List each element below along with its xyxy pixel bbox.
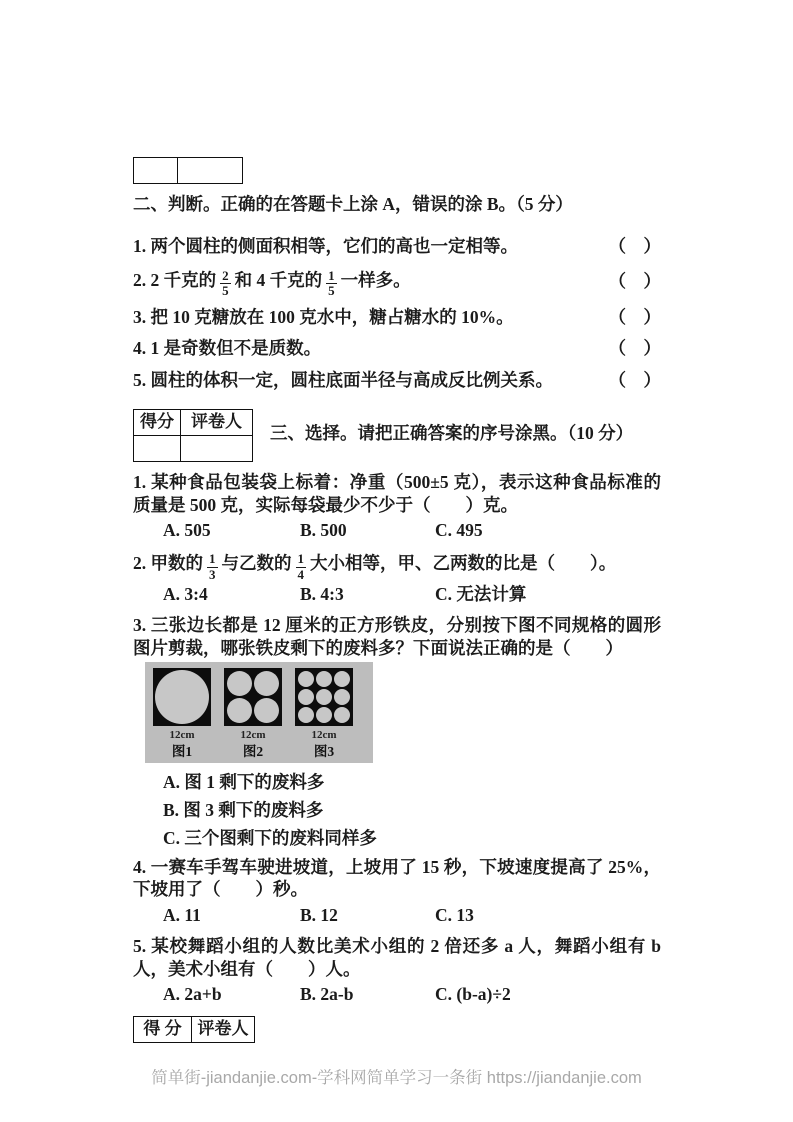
question-middle: 与乙数的 [221, 553, 292, 574]
bottom-score-box [133, 1016, 255, 1043]
choice-question-5 [133, 935, 661, 1006]
judgment-question-2 [133, 267, 661, 297]
option-a: A. 2a+b [163, 984, 222, 1005]
fraction-denominator: 3 [209, 566, 216, 582]
score-label: 得分 [134, 409, 181, 435]
option-c: C. 13 [435, 905, 474, 926]
cut-circle [334, 671, 350, 687]
score-label: 得 分 [134, 1017, 192, 1043]
option-a: A. 3:4 [163, 584, 208, 605]
judgment-question-5 [133, 369, 661, 392]
site-watermark: 简单街-jiandanjie.com-学科网简单学习一条街 https://jiandanjie.com [151, 1069, 642, 1087]
fraction-denominator: 4 [297, 566, 304, 582]
question-text: 3. 三张边长都是 12 厘米的正方形铁皮，分别按下图不同规格的圆形图片剪裁，哪张铁皮剩下的废料多？下面说法正确的是（ ） [133, 614, 661, 658]
cut-circle [316, 707, 332, 723]
judgment-question-4 [133, 337, 661, 360]
fraction [220, 269, 231, 299]
answer-bracket: （ ） [608, 306, 661, 327]
figure-1 [153, 668, 211, 760]
question-text: 1. 两个圆柱的侧面积相等，它们的高也一定相等。 [133, 235, 518, 256]
cut-circle [298, 671, 314, 687]
question-text [133, 550, 661, 580]
cutting-figure [145, 662, 373, 763]
judgment-question-1 [133, 235, 661, 258]
answer-bracket: （ ） [608, 338, 661, 359]
section3-header [133, 409, 661, 462]
options-row [163, 983, 661, 1006]
grader-cell [181, 435, 253, 461]
section2-title: 二、判断。正确的在答题卡上涂 A，错误的涂 B。（5 分） [133, 194, 573, 214]
cut-circle [298, 707, 314, 723]
cut-circle [334, 689, 350, 705]
grader-label: 评卷人 [192, 1017, 255, 1043]
tin-sheet-diagram [295, 668, 353, 726]
question-text: 3. 把 10 克糖放在 100 克水中，糖占糖水的 10%。 [133, 306, 514, 327]
tin-sheet-diagram [153, 668, 211, 726]
options-row [163, 519, 661, 542]
option-c: C. 495 [435, 520, 483, 541]
option-c: C. 三个图剩下的废料同样多 [163, 827, 377, 848]
figure-3 [295, 668, 353, 760]
question-middle: 和 4 千克的 [234, 269, 323, 290]
answer-bracket: （ ） [608, 271, 661, 292]
choice-question-1 [133, 471, 661, 542]
option-b: B. 12 [300, 905, 338, 926]
question-text [133, 267, 601, 297]
choice-question-2 [133, 550, 661, 606]
fraction-numerator: 1 [209, 551, 216, 567]
option-a: A. 图 1 剩下的废料多 [163, 772, 325, 793]
score-box [133, 409, 253, 462]
cut-circle [316, 671, 332, 687]
size-label: 12cm [311, 729, 337, 742]
cut-circle [227, 698, 252, 723]
cut-circle [316, 689, 332, 705]
size-label: 12cm [169, 729, 195, 742]
option-b: B. 2a-b [300, 984, 354, 1005]
fraction-numerator: 1 [297, 551, 304, 567]
fraction [296, 552, 307, 582]
question-prefix: 2. 甲数的 [133, 553, 203, 574]
fraction-denominator: 5 [222, 283, 229, 299]
cut-circle [254, 698, 279, 723]
question-suffix: 一样多。 [340, 269, 411, 290]
option-c: C. 无法计算 [435, 584, 527, 605]
answer-bracket: （ ） [608, 235, 661, 256]
option-b: B. 图 3 剩下的废料多 [163, 800, 324, 821]
figure-caption: 图3 [313, 743, 335, 759]
cut-circle [334, 707, 350, 723]
fraction-numerator: 2 [222, 267, 229, 283]
question-text: 4. 1 是奇数但不是质数。 [133, 338, 322, 359]
section3-title: 三、选择。请把正确答案的序号涂黑。（10 分） [270, 422, 634, 443]
partial-grader-cell [177, 157, 243, 184]
options-stack [163, 771, 661, 849]
options-row [163, 904, 661, 927]
question-text: 1. 某种食品包装袋上标着：净重（500±5 克），表示这种食品标准的质量是 500 克，实际每袋最少不少于（ ）克。 [133, 471, 661, 515]
fraction-numerator: 1 [328, 267, 335, 283]
option-c: C. (b-a)÷2 [435, 984, 511, 1005]
tin-sheet-diagram [224, 668, 282, 726]
figure-caption: 图1 [171, 743, 193, 759]
score-cell [134, 435, 181, 461]
partial-score-cell [133, 157, 177, 184]
choice-question-3 [133, 614, 661, 850]
option-a: A. 11 [163, 905, 201, 926]
fraction-denominator: 5 [328, 283, 335, 299]
cut-circle [227, 671, 252, 696]
question-suffix: 大小相等，甲、乙两数的比是（ ）。 [310, 553, 617, 574]
cut-circle [254, 671, 279, 696]
fraction [326, 269, 337, 299]
figure-2 [224, 668, 282, 760]
fraction [207, 552, 218, 582]
question-text: 5. 圆柱的体积一定，圆柱底面半径与高成反比例关系。 [133, 370, 553, 391]
choice-question-4 [133, 856, 661, 927]
partial-score-box [133, 157, 661, 184]
option-a: A. 505 [163, 520, 211, 541]
cut-circle [298, 689, 314, 705]
judgment-question-3 [133, 306, 661, 329]
question-text: 4. 一赛车手驾车驶进坡道，上坡用了 15 秒，下坡速度提高了 25%，下坡用了（ ）秒。 [133, 856, 661, 900]
cut-circle [155, 670, 209, 724]
question-prefix: 2. 2 千克的 [133, 269, 217, 290]
option-b: B. 4:3 [300, 584, 344, 605]
options-row [163, 583, 661, 606]
figure-caption: 图2 [242, 743, 264, 759]
option-b: B. 500 [300, 520, 347, 541]
answer-bracket: （ ） [608, 370, 661, 391]
size-label: 12cm [240, 729, 266, 742]
question-text: 5. 某校舞蹈小组的人数比美术小组的 2 倍还多 a 人，舞蹈小组有 b 人，美术小组有（ ）人。 [133, 935, 661, 979]
exam-page [133, 157, 661, 1043]
grader-label: 评卷人 [181, 409, 253, 435]
